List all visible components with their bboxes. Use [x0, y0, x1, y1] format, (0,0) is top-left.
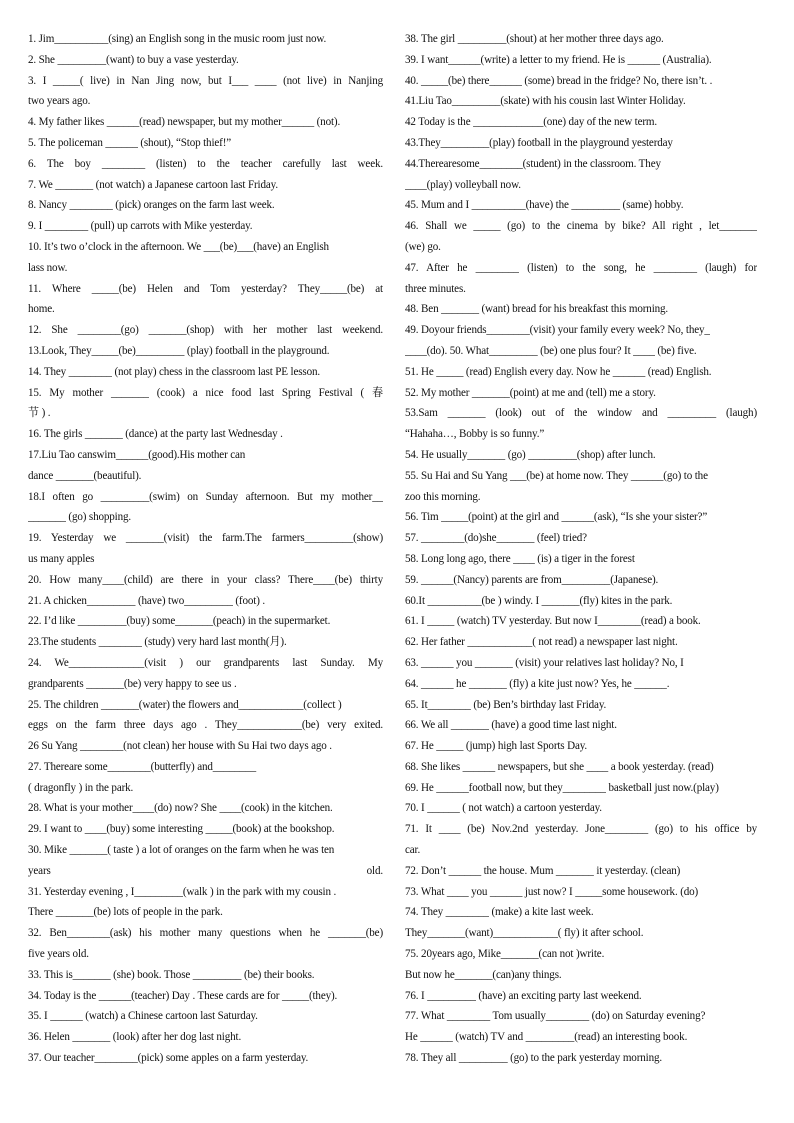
exercise-line: 78. They all _________ (go) to the park yesterday morning.	[405, 1052, 662, 1065]
exercise-line: 10. It’s two o’clock in the afternoon. We ___(be)___(have) an English	[28, 240, 329, 253]
exercise-line: 59. ______(Nancy) parents are from_________(Japanese).	[405, 573, 659, 586]
exercise-line: 72. Don’t ______ the house. Mum _______ it yesterday. (clean)	[405, 864, 681, 877]
exercise-line: home.	[28, 303, 55, 316]
exercise-line: 61. I _____ (watch) TV yesterday. But now I________(read) a book.	[405, 615, 701, 628]
exercise-line: 2. She _________(want) to buy a vase yesterday.	[28, 53, 239, 66]
exercise-line: 51. He _____ (read) English every day. Now he ______ (read) English.	[405, 365, 712, 378]
exercise-line: 55. Su Hai and Su Yang ___(be) at home now. They ______(go) to the	[405, 469, 708, 482]
exercise-line: 15. My mother _______ (cook) a nice food last Spring Festival ( 春	[28, 386, 383, 399]
exercise-line: 29. I want to ____(buy) some interesting _____(book) at the bookshop.	[28, 823, 335, 836]
exercise-line: lass now.	[28, 261, 68, 274]
exercise-line: 49. Doyour friends________(visit) your family every week? No, they_	[405, 324, 710, 337]
exercise-line: 1. Jim__________(sing) an English song in the music room just now.	[28, 33, 327, 45]
exercise-line: 33. This is_______ (she) book. Those _________ (be) their books.	[28, 968, 315, 981]
exercise-line: ____(play) volleyball now.	[405, 178, 521, 191]
exercise-line: 32. Ben________(ask) his mother many questions when he _______(be)	[28, 927, 383, 940]
exercise-line: “Hahaha…, Bobby is so funny.”	[405, 428, 545, 441]
exercise-line: 27. Thereare some________(butterfly) and________	[28, 760, 256, 773]
exercise-line: 13.Look, They_____(be)_________ (play) football in the playground.	[28, 344, 330, 357]
exercise-line: 12. She ________(go) _______(shop) with her mother last weekend.	[28, 324, 383, 337]
exercise-line: 76. I _________ (have) an exciting party last weekend.	[405, 989, 642, 1002]
exercise-line: 26 Su Yang ________(not clean) her house with Su Hai two days ago .	[28, 740, 332, 753]
exercise-line: 58. Long long ago, there ____ (is) a tiger in the forest	[405, 552, 635, 565]
exercise-line: 7. We _______ (not watch) a Japanese cartoon last Friday.	[28, 178, 278, 191]
exercise-line: 73. What ____ you ______ just now? I _____some housework. (do)	[405, 885, 699, 898]
exercise-line: 9. I ________ (pull) up carrots with Mike yesterday.	[28, 220, 253, 233]
exercise-line: 69. He ______football now, but they________ basketball just now.(play)	[405, 781, 719, 794]
exercise-line: 39. I want______(write) a letter to my friend. He is ______ (Australia).	[405, 53, 712, 66]
exercise-line: ( dragonfly ) in the park.	[28, 781, 134, 794]
exercise-line: _______ (go) shopping.	[28, 511, 132, 524]
exercise-line: 30. Mike _______( taste ) a lot of oranges on the farm when he was ten	[28, 844, 335, 857]
exercise-line: 23.The students ________ (study) very hard last month(月).	[28, 636, 287, 649]
exercise-line: 42 Today is the _____________(one) day of the new term.	[405, 116, 658, 129]
exercise-line: 40. _____(be) there______ (some) bread in the fridge? No, there isn’t. .	[405, 74, 713, 87]
exercise-line: 48. Ben _______ (want) bread for his breakfast this morning.	[405, 303, 669, 316]
exercise-line: (we) go.	[405, 240, 441, 253]
exercise-line: two years ago.	[28, 95, 91, 108]
exercise-line: 56. Tim _____(point) at the girl and ______(ask), “Is she your sister?”	[405, 511, 708, 524]
exercise-line: 46. Shall we _____ (go) to the cinema by bike? All right , let_______	[405, 220, 757, 233]
exercise-line: grandparents _______(be) very happy to see us .	[28, 677, 237, 690]
exercise-line: 71. It ____ (be) Nov.2nd yesterday. Jone________ (go) to his office by	[405, 823, 757, 836]
exercise-line: 4. My father likes ______(read) newspaper, but my mother______ (not).	[28, 116, 341, 129]
exercise-line: 57. ________(do)she_______ (feel) tried?	[405, 532, 587, 545]
exercise-line: 70. I ______ ( not watch) a cartoon yesterday.	[405, 802, 602, 815]
exercise-line: three minutes.	[405, 282, 466, 295]
exercise-line: eggs on the farm three days ago . They____________(be) very exited.	[28, 719, 383, 732]
right-column	[405, 29, 757, 1069]
exercise-line: 43.They_________(play) football in the playground yesterday	[405, 136, 673, 149]
exercise-line: 54. He usually_______ (go) _________(shop) after lunch.	[405, 448, 656, 461]
exercise-line: 14. They ________ (not play) chess in the classroom last PE lesson.	[28, 365, 321, 378]
exercise-line: 31. Yesterday evening , I_________(walk ) in the park with my cousin .	[28, 885, 337, 898]
exercise-line: 17.Liu Tao canswim______(good).His mother can	[28, 448, 246, 461]
exercise-line: 53.Sam _______ (look) out of the window and _________ (laugh)	[405, 407, 757, 420]
exercise-line: 11. Where _____(be) Helen and Tom yesterday? They_____(be) at	[28, 282, 383, 295]
exercise-line: 64. ______ he _______ (fly) a kite just now? Yes, he ______.	[405, 677, 670, 690]
exercise-line: 24. We______________(visit ) our grandparents last Sunday. My	[28, 656, 383, 669]
exercise-line: 68. She likes ______ newspapers, but she ____ a book yesterday. (read)	[405, 760, 714, 773]
exercise-line: They_______(want)____________( fly) it after school.	[405, 927, 644, 940]
exercise-line: 3. I _____( live) in Nan Jing now, but I___ ____ (not live) in Nanjing	[28, 74, 383, 87]
exercise-line: 44.Therearesome________(student) in the classroom. They	[405, 157, 661, 170]
exercise-line: There _______(be) lots of people in the park.	[28, 906, 223, 919]
exercise-line: 45. Mum and I __________(have) the _________ (same) hobby.	[405, 199, 684, 212]
left-column	[28, 29, 383, 1069]
exercise-line: But now he_______(can)any things.	[405, 968, 562, 981]
exercise-line: 34. Today is the ______(teacher) Day . These cards are for _____(they).	[28, 989, 338, 1002]
exercise-line: 6. The boy ________ (listen) to the teacher carefully last week.	[28, 157, 383, 170]
exercise-line: 16. The girls _______ (dance) at the party last Wednesday .	[28, 428, 283, 441]
exercise-line: 22. I’d like _________(buy) some_______(peach) in the supermarket.	[28, 615, 331, 628]
exercise-line: 66. We all _______ (have) a good time last night.	[405, 719, 617, 732]
exercise-line: 28. What is your mother____(do) now? She ____(cook) in the kitchen.	[28, 802, 333, 815]
exercise-line: years old.	[28, 864, 383, 877]
exercise-line: 38. The girl _________(shout) at her mother three days ago.	[405, 33, 664, 45]
exercise-line: 67. He _____ (jump) high last Sports Day.	[405, 740, 588, 753]
exercise-line: 25. The children _______(water) the flowers and____________(collect )	[28, 698, 342, 711]
exercise-line: 8. Nancy ________ (pick) oranges on the farm last week.	[28, 199, 275, 212]
exercise-line: 77. What ________ Tom usually________ (do) on Saturday evening?	[405, 1010, 706, 1023]
exercise-line: 37. Our teacher________(pick) some apples on a farm yesterday.	[28, 1052, 309, 1065]
exercise-line: 60.It __________(be ) windy. I _______(fly) kites in the park.	[405, 594, 673, 607]
exercise-line: dance _______(beautiful).	[28, 469, 142, 482]
exercise-line: 20. How many____(child) are there in your class? There____(be) thirty	[28, 573, 383, 586]
exercise-line: five years old.	[28, 948, 89, 961]
exercise-line: 36. Helen _______ (look) after her dog last night.	[28, 1031, 242, 1044]
exercise-line: us many apples	[28, 552, 95, 565]
exercise-line: 62. Her father ____________( not read) a newspaper last night.	[405, 636, 678, 649]
exercise-line: ____(do). 50. What_________ (be) one plus four? It ____ (be) five.	[405, 344, 697, 357]
exercise-line: 74. They ________ (make) a kite last week.	[405, 906, 594, 919]
exercise-line: 节 ) .	[28, 407, 51, 420]
exercise-line: 18.I often go _________(swim) on Sunday afternoon. But my mother__	[28, 490, 383, 503]
exercise-line: zoo this morning.	[405, 490, 481, 503]
exercise-line: car.	[405, 844, 421, 857]
exercise-line: 5. The policeman ______ (shout), “Stop thief!”	[28, 136, 232, 149]
exercise-line: 35. I ______ (watch) a Chinese cartoon last Saturday.	[28, 1010, 258, 1023]
exercise-line: 19. Yesterday we _______(visit) the farm.The farmers_________(show)	[28, 532, 383, 545]
exercise-line: 21. A chicken_________ (have) two_________ (foot) .	[28, 594, 265, 607]
exercise-line: 63. ______ you _______ (visit) your relatives last holiday? No, I	[405, 656, 684, 669]
exercise-line: 41.Liu Tao_________(skate) with his cousin last Winter Holiday.	[405, 95, 686, 108]
exercise-line: 75. 20years ago, Mike_______(can not )write.	[405, 948, 605, 961]
exercise-line: He ______ (watch) TV and _________(read) an interesting book.	[405, 1031, 688, 1044]
exercise-line: 52. My mother _______(point) at me and (tell) me a story.	[405, 386, 656, 399]
exercise-line: 47. After he ________ (listen) to the song, he ________ (laugh) for	[405, 261, 757, 274]
exercise-line: 65. It________ (be) Ben’s birthday last Friday.	[405, 698, 607, 711]
